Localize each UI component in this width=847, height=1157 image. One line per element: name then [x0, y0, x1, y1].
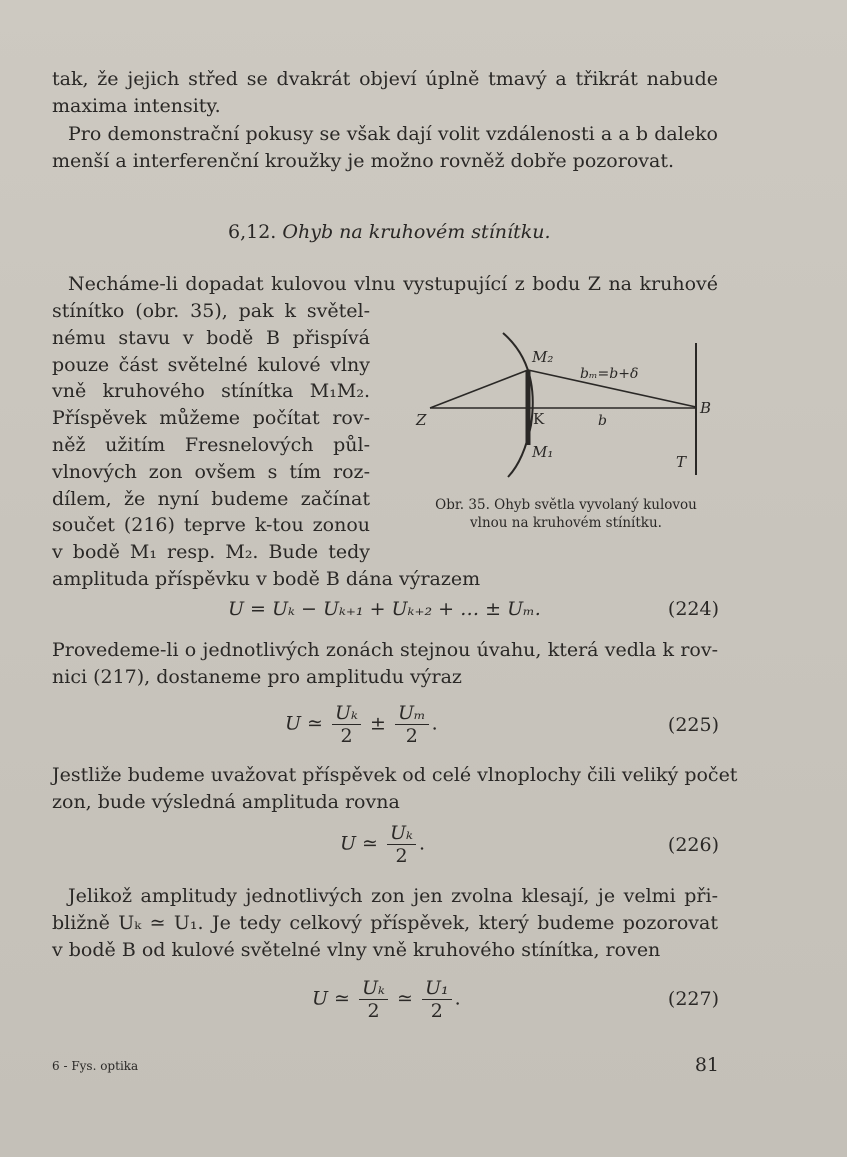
- text-line: v bodě M₁ resp. M₂. Bude tedy: [52, 541, 370, 564]
- text-line: Necháme-li dopadat kulovou vlnu vystupující z bodu Z na kruhové: [68, 273, 718, 295]
- text-line: tak, že jejich střed se dvakrát objeví úplně tmavý a třikrát nabude: [52, 68, 718, 90]
- caption-line: vlnou na kruhovém stínítku.: [470, 515, 662, 531]
- equation-227: U ≃ $\frac{\text{Uₖ}}{2}$ ≃ $\frac{\text{U₁}}{2}$ .: [312, 977, 461, 1022]
- equation-number: (226): [667, 834, 719, 856]
- text-line: Jelikož amplitudy jednotlivých zon jen zvolna klesají, je velmi při-: [68, 885, 718, 907]
- section-number: 6,12.: [228, 221, 277, 243]
- equation-224: U = Uₖ − Uₖ₊₁ + Uₖ₊₂ + … ± Uₘ.: [228, 598, 541, 620]
- figure-35-diagram: [400, 325, 730, 495]
- section-title: Ohyb na kruhovém stínítku.: [282, 221, 551, 243]
- equation-number: (225): [667, 714, 719, 736]
- label-b-point: B: [700, 399, 712, 417]
- equation-226: U ≃ $\frac{\text{Uₖ}}{2}$ .: [340, 822, 426, 867]
- footer-signature: 6 - Fys. optika: [52, 1059, 139, 1073]
- text-line: Příspěvek můžeme počítat rov-: [52, 407, 370, 430]
- caption-line: Obr. 35. Ohyb světla vyvolaný kulovou: [435, 497, 697, 513]
- text-line: něž užitím Fresnelových půl-: [52, 434, 370, 456]
- label-b: b: [598, 413, 607, 429]
- label-bm: bₘ=b+δ: [580, 366, 639, 382]
- label-t: T: [676, 453, 687, 471]
- text-line: dílem, že nyní budeme začínat: [52, 487, 370, 510]
- equation-number: (224): [667, 598, 719, 620]
- text-line: v bodě B od kulové světelné vlny vně kruhového stínítka, roven: [52, 939, 661, 961]
- label-z: Z: [416, 411, 427, 429]
- text-line: amplituda příspěvku v bodě B dána výrazem: [52, 568, 481, 590]
- label-m2: M₂: [532, 348, 554, 366]
- equation-number: (227): [667, 988, 719, 1010]
- text-line: nici (217), dostaneme pro amplitudu výraz: [52, 666, 462, 688]
- text-line: maxima intensity.: [52, 95, 221, 117]
- label-k: K: [533, 410, 545, 428]
- section-heading: [228, 219, 551, 246]
- figure-caption: [398, 496, 734, 532]
- text-line: Pro demonstrační pokusy se však dají volit vzdálenosti a a b daleko: [68, 123, 718, 145]
- text-line: bližně Uₖ ≃ U₁. Je tedy celkový příspěvek, který budeme pozorovat: [52, 912, 718, 934]
- text-line: vně kruhového stínítka M₁M₂.: [52, 380, 370, 403]
- text-line: Provedeme-li o jednotlivých zonách stejnou úvahu, která vedla k rov-: [52, 639, 718, 661]
- text-line: zon, bude výsledná amplituda rovna: [52, 791, 400, 813]
- text-line: pouze část světelné kulové vlny: [52, 353, 370, 376]
- text-line: nému stavu v bodě B přispívá: [52, 326, 370, 349]
- ray-z-m2: [430, 370, 528, 408]
- text-line: součet (216) teprve k-tou zonou: [52, 514, 370, 537]
- label-m1: M₁: [532, 443, 554, 461]
- equation-225: U ≃ $\frac{\text{Uₖ}}{2}$ ± $\frac{\text{Uₘ}}{2}$ .: [285, 702, 438, 747]
- text-line: stínítko (obr. 35), pak k světel-: [52, 300, 370, 322]
- text-line: menší a interferenční kroužky je možno rovněž dobře pozorovat.: [52, 150, 674, 172]
- text-line: Jestliže budeme uvažovat příspěvek od celé vlnoplochy čili veliký počet: [52, 764, 738, 786]
- page-number: 81: [694, 1054, 719, 1076]
- text-line: vlnových zon ovšem s tím roz-: [52, 460, 370, 483]
